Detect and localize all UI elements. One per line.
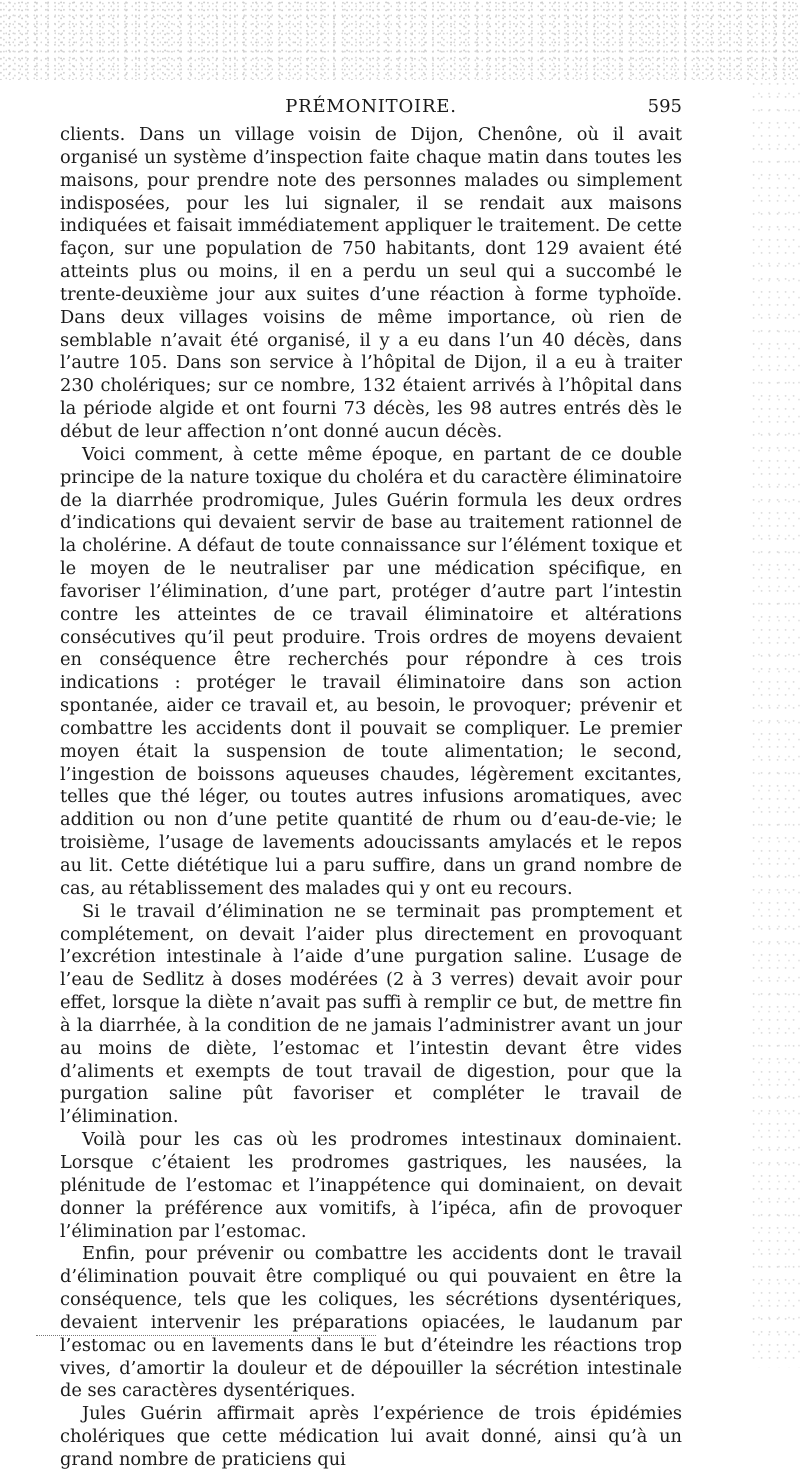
paragraph: Voici comment, à cette même époque, en partant de ce double principe de la nature toxique du choléra et du caractère éliminatoire de la diarrhée prodromique, Jules Guérin formula les deux ordres d’indications qui devaient servir de base au traitement rationnel de la cholérine. A défaut de toute connaissance sur l’élément toxique et le moyen de le neutraliser par une médication spécifique, en favoriser l’élimination, d’une part, protéger d’autre part l’intestin contre les atteintes de ce travail éliminatoire et altérations consécutives qu’il peut produire. Trois ordres de moyens devaient en conséquence être recherchés pour répondre à ces trois indications : protéger le travail éliminatoire dans son action spontanée, aider ce travail et, au besoin, le provoquer; prévenir et combattre les accidents dont il pouvait se compliquer. Le premier moyen était la suspension de toute alimentation; le second, l’ingestion de boissons aqueuses chaudes, légèrement excitantes, telles que thé léger, ou toutes autres infusions aromatiques, avec addition ou non d’une petite quantité de rhum ou d’eau-de-vie; le troisième, l’usage de lavements adoucissants amylacés et le repos au lit. Cette diététique lui a paru suffire, dans un grand nombre de cas, au rétablissement des malades qui y ont eu recours. [60, 443, 683, 899]
page-header [60, 96, 682, 120]
scan-noise-top [0, 0, 800, 80]
footer-dotted-rule [36, 1335, 376, 1336]
paragraph: Voilà pour les cas où les prodromes intestinaux dominaient. Lorsque c’étaient les prodromes gastriques, les nausées, la plénitude de l’estomac et l’inappétence qui dominaient, on devait donner la préférence aux vomitifs, à l’ipéca, afin de provoquer l’élimination par l’estomac. [60, 1129, 682, 1242]
body-text [60, 124, 682, 1472]
scan-noise-right-margin [752, 80, 800, 1368]
paragraph: Si le travail d’élimination ne se terminait pas promptement et complétement, on devait l’aider plus directement en provoquant l’excrétion intestinale à l’aide d’une purgation saline. L’usage de l’eau de Sedlitz à doses modérées (2 à 3 verres) devait avoir pour effet, lorsque la diète n’avait pas suffi à remplir ce but, de mettre fin à la diarrhée, à la condition de ne jamais l’administrer avant un jour au moins de diète, l’estomac et l’intestin devant être vides d’aliments et exempts de tout travail de digestion, pour que la purgation saline pût favoriser et compléter le travail de l’élimination. [60, 900, 682, 1128]
paragraph: Jules Guérin affirmait après l’expérience de trois épidémies cholériques que cette médication lui avait donné, ainsi qu’à un grand nombre de praticiens qui [60, 1403, 682, 1470]
paragraph: Enfin, pour prévenir ou combattre les accidents dont le travail d’élimination pouvait être compliqué ou qui pouvaient en être la conséquence, tels que les coliques, les sécrétions dysentériques, devaient intervenir les préparations opiacées, le laudanum par l’estomac ou en lavements dans le but d’éteindre les réactions trop vives, d’amortir la douleur et de dépouiller la sécrétion intestinale de ses caractères dysentériques. [60, 1243, 682, 1402]
page-number: 595 [647, 96, 682, 117]
running-head: PRÉMONITOIRE. [285, 96, 457, 117]
paragraph-continuation: clients. Dans un village voisin de Dijon, Chenône, où il avait organisé un système d’inspection faite chaque matin dans toutes les maisons, pour prendre note des personnes malades ou simplement indisposées, pour les lui signaler, il se rendait aux maisons indiquées et faisait immédiatement appliquer le traitement. De cette façon, sur une population de 750 habitants, dont 129 avaient été atteints plus ou moins, il en a perdu un seul qui a succombé le trente-deuxième jour aux suites d’une réaction à forme typhoïde. Dans deux villages voisins de même importance, où rien de semblable n’avait été organisé, il y a eu dans l’un 40 décès, dans l’autre 105. Dans son service à l’hôpital de Dijon, il a eu à traiter 230 cholériques; sur ce nombre, 132 étaient arrivés à l’hôpital dans la période algide et ont fourni 73 décès, les 98 autres entrés dès le début de leur affection n’ont donné aucun décès. [60, 124, 682, 442]
